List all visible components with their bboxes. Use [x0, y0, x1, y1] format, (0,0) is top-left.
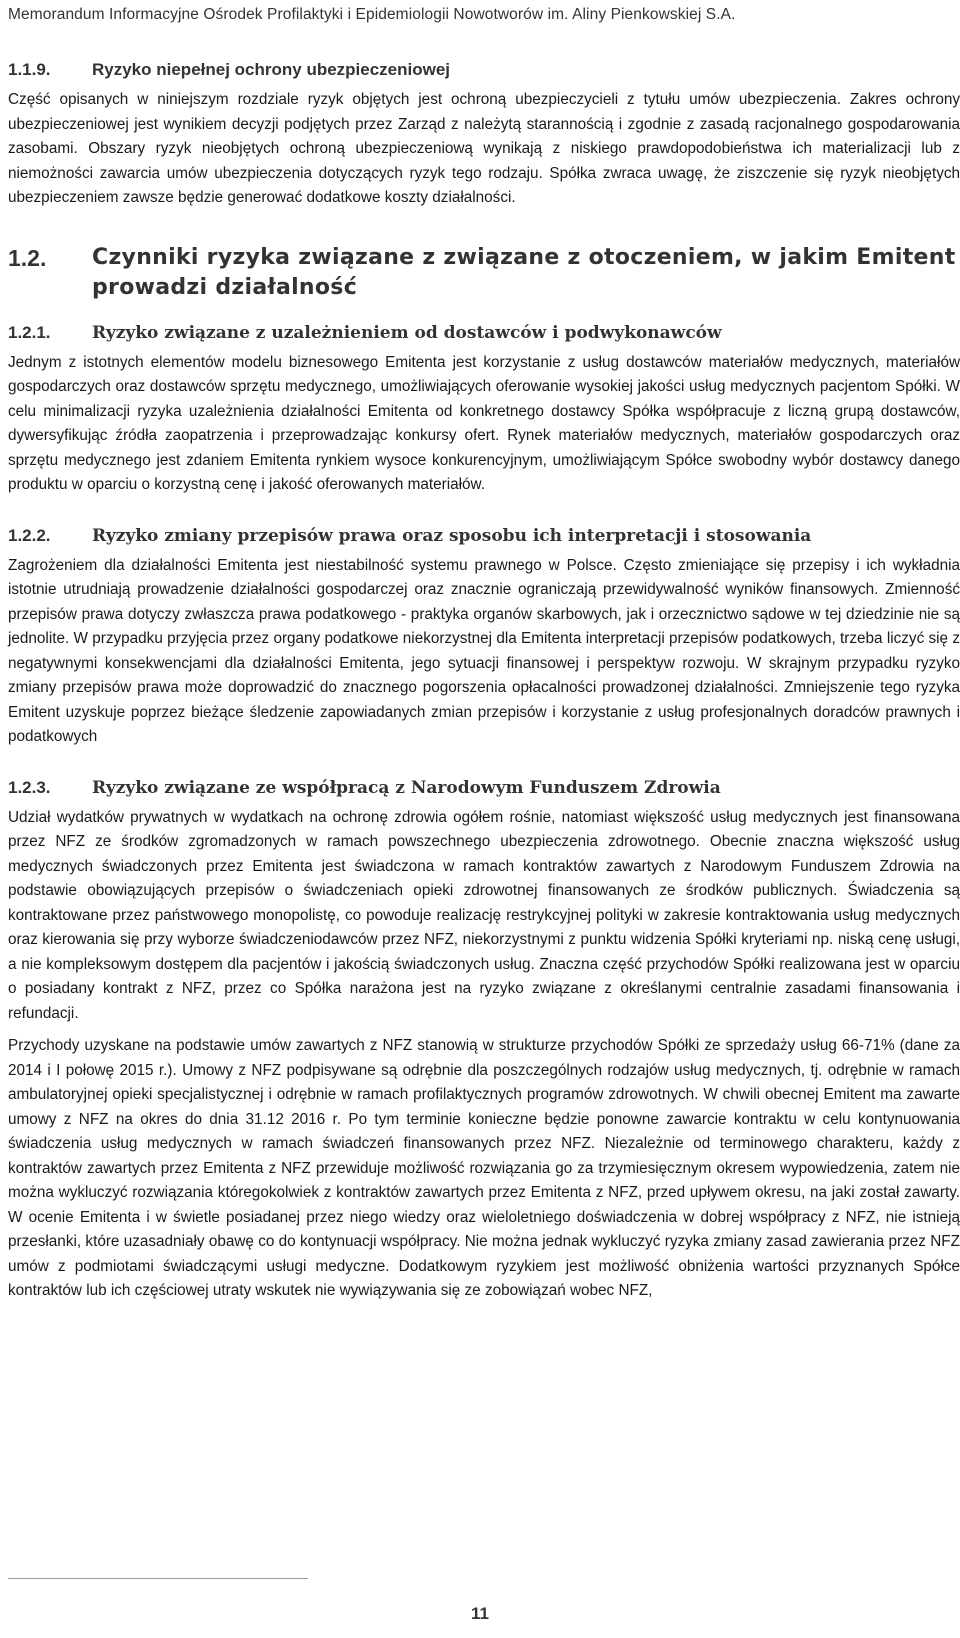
body-paragraph: Jednym z istotnych elementów modelu biznesowego Emitenta jest korzystanie z usług dostawców materiałów medycznych, materiałów gospodarczych oraz dostawców sprzętu medycznego, umożliwiających oferowanie wysokiej jakości usług medycznych pacjentom Spółki. W celu minimalizacji ryzyka uzależnienia działalności Emitenta od konkretnego dostawcy Spółka współpracuje z liczną grupą dostawców, dywersyfikując źródła zaopatrzenia i przeprowadzając konkursy ofert. Rynek materiałów medycznych, materiałów gospodarczych oraz sprzętu medycznego jest zdaniem Emitenta rynkiem wysoce konkurencyjnym, umożliwiającym Spółce swobodny wybór dostawcy danego produktu w oparciu o korzystną cenę i jakość oferowanych materiałów. [8, 353, 960, 493]
section-title: Ryzyko niepełnej ochrony ubezpieczeniowej [92, 60, 451, 79]
section-heading [8, 526, 960, 546]
section-title: Ryzyko związane z uzależnieniem od dostawców i podwykonawców [92, 322, 722, 343]
body-paragraph: Zagrożeniem dla działalności Emitenta jest niestabilność systemu prawnego w Polsce. Często zmieniające się przepisy i ich wykładnia istotnie utrudniają prowadzenie działalności gospodarczej oraz znacznie ograniczają przewidywalność wyników finansowych. Zmienność przepisów prawa dotyczy zwłaszcza prawa podatkowego - praktyka organów skarbowych, jak i orzecznictwo sądowe w tej dziedzinie nie są jednolite. W przypadku przyjęcia przez organy podatkowe niekorzystnej dla Emitenta interpretacji przepisów podatkowych, trzeba liczyć się z negatywnymi konsekwencjami dla działalności Emitenta, jego sytuacji finansowej i perspektyw rozwoju. W skrajnym przypadku ryzyko zmiany przepisów prawa może doprowadzić do znacznego pogorszenia opłacalności prowadzonej działalności. Zmniejszenie tego ryzyka Emitent uzyskuje poprzez bieżące śledzenie zapowiadanych zmian przepisów i korzystanie z usług profesjonalnych doradców prawnych i podatkowych [8, 556, 960, 745]
chapter-heading [8, 243, 960, 303]
body-paragraph: Przychody uzyskane na podstawie umów zawartych z NFZ stanowią w strukturze przychodów Spółki ze sprzedaży usług 66-71% (dane za 2014 i I połowę 2015 r.). Umowy z NFZ podpisywane są odrębnie dla poszczególnych rodzajów usług medycznych, tj. odrębnie w ramach ambulatoryjnej opieki specjalistycznej i odrębnie w ramach profilaktycznych programów zdrowotnych. W chwili obecnej Emitent ma zawarte umowy z NFZ na okres do dnia 31.12 2016 r. Po tym terminie konieczne będzie ponowne zawarcie kontraktu w celu kontynuowania świadczenia usług medycznych w ramach świadczeń finansowanych przez NFZ. Niezależnie od terminowego charakteru, każdy z kontraktów zawartych przez Emitenta z NFZ przewiduje możliwość rozwiązania go za trzymiesięcznym okresem wypowiedzenia, zatem nie można wykluczyć rozwiązania któregokolwiek z kontraktów zawartych przez Emitenta z NFZ, przed upływem okresu, na jaki został zawarty. W ocenie Emitenta i w świetle posiadanej przez niego wiedzy oraz wieloletniego doświadczenia w dobrej współpracy z NFZ, nie istnieją przesłanki, które uzasadniały obawę co do kontynuacji współpracy. Nie można jednak wykluczyć ryzyka zmiany zasad zawierania przez NFZ umów z podmiotami świadczącymi usługi medyczne. Dodatkowym ryzykiem jest możliwość obniżenia wartości przyznanych Spółce kontraktów lub ich częściowej utraty wskutek nie wywiązywania się ze zobowiązań wobec NFZ, [8, 1037, 960, 1299]
section-number: 1.1.9. [8, 60, 51, 79]
section-title: Ryzyko zmiany przepisów prawa oraz sposobu ich interpretacji i stosowania [92, 525, 812, 546]
chapter-title: Czynniki ryzyka związane z związane z otoczeniem, w jakim Emitent prowadzi działalność [92, 244, 956, 300]
section-heading [8, 323, 960, 343]
section-number: 1.2.3. [8, 777, 51, 797]
footer-divider [8, 1578, 308, 1579]
body-paragraph: Część opisanych w niniejszym rozdziale ryzyk objętych jest ochroną ubezpieczycieli z tytułu umów ubezpieczenia. Zakres ochrony ubezpieczeniowej jest wynikiem decyzji podjętych przez Zarząd z należytą starannością i zgodnie z zasadą racjonalnego gospodarowania zasobami. Obszary ryzyk nieobjętych ochroną ubezpieczeniową wynikają z niskiego prawdopodobieństwa ich materializacji lub z niemożności zawarcia umów ubezpieczenia dotyczących ryzyk tego rodzaju. Spółka zwraca uwagę, że ziszczenie się ryzyk nieobjętych ubezpieczeniem zawsze będzie generować dodatkowe koszty działalności. [8, 91, 960, 206]
section-heading [8, 60, 960, 80]
body-paragraph: Udział wydatków prywatnych w wydatkach na ochronę zdrowia ogółem rośnie, natomiast większość usług medycznych jest finansowana przez NFZ ze środków zgromadzonych w ramach powszechnego ubezpieczenia zdrowotnego. Obecnie znaczna większość usług medycznych świadczonych przez Emitenta jest świadczona w ramach kontraktów zawartych z Narodowym Funduszem Zdrowia na podstawie obowiązujących przepisów o świadczeniach opieki zdrowotnej finansowanych ze środków publicznych. Świadczenia są kontraktowane przez państwowego monopolistę, co powoduje realizację restrykcyjnej polityki w zakresie kontraktowania usług medycznych oraz kierowania się przy wyborze świadczeniodawców przez NFZ, niekorzystnymi z punktu widzenia Spółki kryteriami np. niską cenę usługi, a nie kompleksowym dostępem dla pacjentów i jakością świadczonych usług. Znaczna część przychodów Spółki realizowana jest w oparciu o posiadany kontrakt z NFZ, przez co Spółka narażona jest na ryzyko związane z określanymi centralnie zasadami finansowania i refundacji. [8, 808, 960, 1022]
page-content [8, 60, 960, 1304]
running-header: Memorandum Informacyjne Ośrodek Profilaktyki i Epidemiologii Nowotworów im. Aliny Pienkowskiej S.A. [8, 6, 736, 23]
section-heading [8, 778, 960, 798]
section-number: 1.2.1. [8, 322, 51, 342]
section-title: Ryzyko związane ze współpracą z Narodowym Funduszem Zdrowia [92, 777, 721, 798]
chapter-number: 1.2. [8, 244, 47, 271]
section-number: 1.2.2. [8, 525, 51, 545]
page-number: 11 [471, 1604, 489, 1623]
